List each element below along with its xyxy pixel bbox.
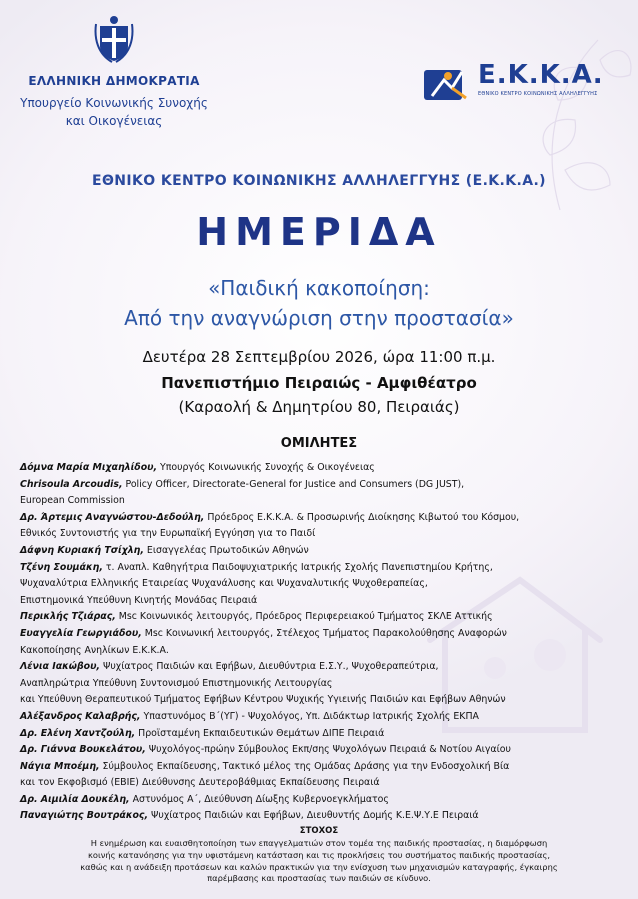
speaker-line — [20, 709, 620, 726]
speaker-name: Παναγιώτης Βουτράκος, — [20, 810, 149, 822]
goal-text — [30, 838, 608, 885]
speaker-line — [20, 543, 620, 560]
speaker-role: Αναπληρώτρια Υπεύθυνη Συντονισμού Επιστημονικής Λειτουργίας — [20, 677, 333, 689]
organizer: ΕΘΝΙΚΟ ΚΕΝΤΡΟ ΚΟΙΝΩΝΙΚΗΣ ΑΛΛΗΛΕΓΓΥΗΣ (Ε.Κ.Κ.Α.) — [92, 173, 546, 189]
speaker-name: Αλέξανδρος Καλαβρής, — [20, 710, 141, 722]
logo-text: Ε.Κ.Κ.Α. — [478, 60, 604, 90]
speaker-role: τ. Αναπλ. Καθηγήτρια Παιδοψυχιατρικής Ιατρικής Σχολής Πανεπιστημίου Κρήτης, — [102, 561, 493, 573]
speaker-line — [20, 560, 620, 577]
speaker-line — [20, 576, 620, 593]
speaker-name: Δρ. Αιμιλία Δουκέλη, — [20, 793, 130, 805]
goal-line: Η ενημέρωση και ευαισθητοποίηση των επαγγελματιών στον τομέα της παιδικής προστασίας, η διαμόρφωση — [90, 838, 548, 848]
speaker-role: Σύμβουλος Εκπαίδευσης, Τακτικό μέλος της Ομάδας Δράσης για την Ενδοσχολική Βία — [99, 760, 510, 772]
event-venue: Πανεπιστήμιο Πειραιώς - Αμφιθέατρο — [161, 374, 477, 392]
speaker-line — [20, 643, 620, 660]
speaker-name: Chrisoula Arcoudis, — [20, 478, 123, 490]
goal-heading: ΣΤΟΧΟΣ — [299, 826, 339, 836]
goal-line: παρέμβασης και προστασίας των παιδιών σε κίνδυνο. — [207, 873, 431, 884]
speaker-role: Προϊσταμένη Εκπαιδευτικών Θεμάτων ΔΙΠΕ Πειραιά — [135, 727, 385, 739]
speaker-line — [20, 676, 620, 693]
speaker-line — [20, 808, 620, 825]
ministry-line-1: Υπουργείο Κοινωνικής Συνοχής — [20, 96, 208, 110]
goal-line: καθώς και η ανάδειξη προτάσεων και καλών πρακτικών για την ενίσχυση των μηχανισμών καταγραφής, έγκαιρης — [80, 861, 558, 872]
speaker-line — [20, 460, 620, 477]
logo-subtitle: ΕΘΝΙΚΟ ΚΕΝΤΡΟ ΚΟΙΝΩΝΙΚΗΣ ΑΛΛΗΛΕΓΓΥΗΣ — [478, 91, 598, 97]
speaker-role: Policy Officer, Directorate-General for Justice and Consumers (DG JUST), — [122, 478, 465, 490]
speaker-name: Λένια Ιακώβου, — [20, 661, 100, 673]
speaker-line — [20, 659, 620, 676]
government-header — [0, 74, 228, 130]
speaker-role: Αστυνόμος Α΄, Διεύθυνση Δίωξης Κυβερνοεγκλήματος — [129, 793, 389, 805]
speaker-role: Ψυχολόγος-πρώην Σύμβουλος Εκπ/σης Ψυχολόγων Πειραιά & Νοτίου Αιγαίου — [145, 744, 511, 756]
speaker-name: Τζένη Σουμάκη, — [20, 561, 103, 573]
ministry-name — [0, 94, 228, 130]
speaker-role: Υπουργός Κοινωνικής Συνοχής & Οικογένειας — [157, 462, 375, 473]
speaker-role: Επιστημονικά Υπεύθυνη Κινητής Μονάδας Πειραιά — [20, 594, 258, 606]
greek-coat-of-arms-icon — [94, 14, 134, 64]
speaker-role: Κακοποίησης Ανηλίκων Ε.Κ.Κ.Α. — [20, 644, 169, 656]
speaker-role: Ψυχαναλύτρια Ελληνικής Εταιρείας Ψυχανάλυσης και Ψυχαναλυτικής Ψυχοθεραπείας, — [20, 578, 428, 590]
speaker-line — [20, 775, 620, 792]
speaker-line — [20, 742, 620, 759]
speaker-role: Εθνικός Συντονιστής για την Ευρωπαϊκή Εγγύηση για το Παιδί — [20, 528, 316, 540]
speaker-role: Ψυχίατρος Παιδιών και Εφήβων, Διευθύντρια Ε.Σ.Υ., Ψυχοθεραπεύτρια, — [100, 661, 439, 673]
speaker-line — [20, 792, 620, 809]
speaker-line — [20, 493, 620, 510]
speakers-list — [20, 460, 620, 825]
speaker-role: και τον Εκφοβισμό (ΕΒΙΕ) Διεύθυνσης Δευτεροβάθμιας Εκπαίδευσης Πειραιά — [20, 777, 380, 789]
country-name: ΕΛΛΗΝΙΚΗ ΔΗΜΟΚΡΑΤΙΑ — [28, 74, 200, 88]
ekka-logo — [422, 60, 622, 106]
speaker-name: Δρ. Γιάννα Βουκελάτου, — [20, 744, 146, 756]
event-type-heading: ΗΜΕΡΙΔΑ — [196, 210, 442, 254]
speaker-role: Πρόεδρος Ε.Κ.Κ.Α. & Προσωρινής Διοίκησης Κιβωτού του Κόσμου, — [204, 511, 520, 523]
event-address: (Καραολή & Δημητρίου 80, Πειραιάς) — [178, 398, 460, 416]
speaker-name: Ευαγγελία Γεωργιάδου, — [20, 627, 142, 639]
event-date: Δευτέρα 28 Σεπτεμβρίου 2026, ώρα 11:00 π.μ. — [142, 348, 496, 366]
speaker-name: Δρ. Ελένη Χαντζούλη, — [20, 727, 136, 739]
goal-line: κοινής κατανόησης για την υφιστάμενη κατάσταση και τις προκλήσεις του συστήματος παιδικής προστασίας, — [87, 849, 551, 860]
speaker-line — [20, 609, 620, 626]
speaker-name: Δόμνα Μαρία Μιχαηλίδου, — [20, 462, 158, 473]
speaker-role: και Υπεύθυνη Θεραπευτικού Τμήματος Εφήβων Κέντρου Ψυχικής Υγιεινής Παιδιών και Εφήβων Αθηνών — [20, 694, 506, 706]
speaker-role: Msc Κοινωνικός λειτουργός, Πρόεδρος Περιφερειακού Τμήματος ΣΚΛΕ Αττικής — [115, 611, 493, 623]
speaker-line — [20, 726, 620, 743]
speaker-name: Περικλής Τζιάρας, — [20, 611, 116, 623]
speaker-line — [20, 692, 620, 709]
speaker-line — [20, 526, 620, 543]
ministry-line-2: και Οικογένειας — [65, 114, 163, 128]
speaker-role: Msc Κοινωνική λειτουργός, Στέλεχος Τμήματος Παρακολούθησης Αναφορών — [141, 627, 507, 639]
event-title — [0, 273, 638, 333]
speaker-role: Υπαστυνόμος Β΄(ΥΓ) - Ψυχολόγος, Υπ. Διδάκτωρ Ιατρικής Σχολής ΕΚΠΑ — [140, 710, 479, 722]
event-title-line-1: «Παιδική κακοποίηση: — [208, 276, 430, 300]
ekka-logo-icon — [422, 66, 474, 104]
speaker-role: European Commission — [20, 495, 125, 507]
event-title-line-2: Από την αναγνώριση στην προστασία» — [124, 306, 514, 330]
speaker-role: Ψυχίατρος Παιδιών και Εφήβων, Διευθυντής Δομής Κ.Ε.Ψ.Υ.Ε Πειραιά — [148, 810, 479, 822]
speaker-name: Νάγια Μποέμη, — [20, 760, 100, 772]
speaker-line — [20, 759, 620, 776]
speaker-name: Δρ. Άρτεμις Αναγνώστου-Δεδούλη, — [20, 511, 205, 523]
speaker-line — [20, 626, 620, 643]
speakers-heading: ΟΜΙΛΗΤΕΣ — [280, 436, 358, 451]
speaker-line — [20, 477, 620, 494]
speaker-line — [20, 593, 620, 610]
speaker-line — [20, 510, 620, 527]
speaker-name: Δάφνη Κυριακή Τσίχλη, — [20, 544, 144, 556]
speaker-role: Εισαγγελέας Πρωτοδικών Αθηνών — [143, 544, 309, 556]
